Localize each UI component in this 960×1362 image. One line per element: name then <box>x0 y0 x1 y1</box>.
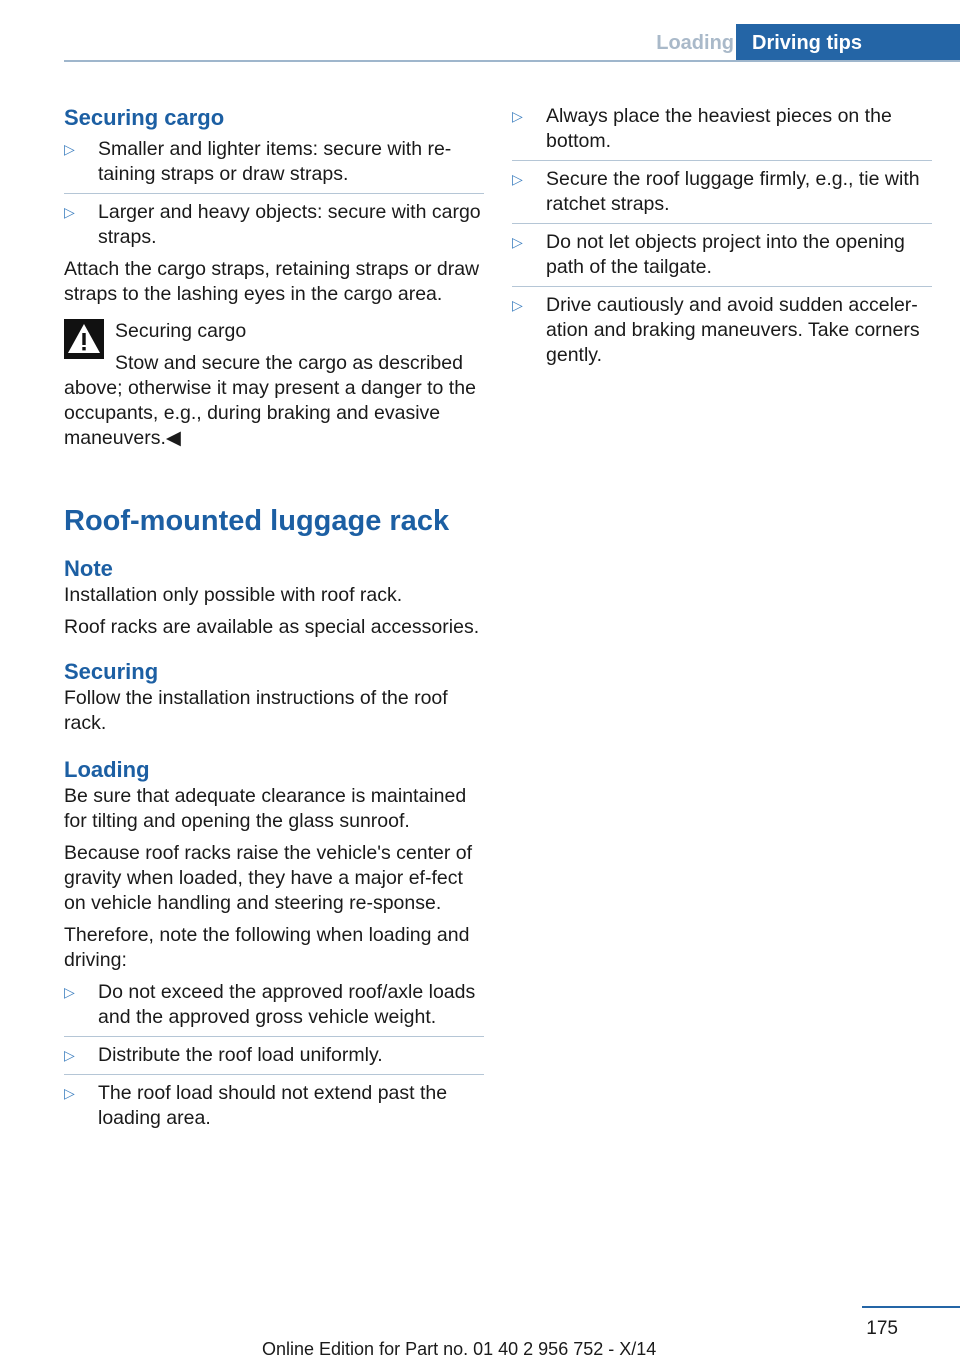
bullet-triangle-icon: ▷ <box>512 108 523 124</box>
warning-block <box>64 319 484 451</box>
note-paragraph-2: Roof racks are available as special accessories. <box>64 616 480 638</box>
loading-heading: Loading <box>64 757 150 782</box>
right-column <box>512 104 932 368</box>
list-item <box>64 200 484 250</box>
list-item-text: Do not exceed the approved roof/axle loads and the approved gross vehicle weight. <box>98 981 476 1028</box>
list-item <box>64 1043 484 1068</box>
list-item <box>64 980 484 1030</box>
loading-paragraph-3: Therefore, note the following when loading and driving: <box>64 924 470 971</box>
list-divider <box>64 193 484 194</box>
header-divider <box>64 60 960 62</box>
header-tab-loading: Loading <box>656 32 734 54</box>
list-item <box>512 167 932 217</box>
list-item <box>64 1081 484 1131</box>
list-item-text: Secure the roof luggage firmly, e.g., tie with ratchet straps. <box>546 168 920 215</box>
list-item <box>64 137 484 187</box>
list-item <box>512 230 932 280</box>
edition-text: Online Edition for Part no. 01 40 2 956 752 - X/14 <box>262 1339 657 1359</box>
list-item-text: Larger and heavy objects: secure with cargo straps. <box>98 201 481 248</box>
list-item-text: Drive cautiously and avoid sudden acceler‐ation and braking maneuvers. Take corners gently. <box>546 294 920 366</box>
bullet-triangle-icon: ▷ <box>512 171 523 187</box>
page-number: 175 <box>866 1318 898 1339</box>
attach-paragraph: Attach the cargo straps, retaining straps or draw straps to the lashing eyes in the cargo area. <box>64 258 480 305</box>
list-item <box>512 293 932 368</box>
bullet-triangle-icon: ▷ <box>512 234 523 250</box>
list-item-text: Always place the heaviest pieces on the bottom. <box>546 105 892 152</box>
roof-rack-heading: Roof-mounted luggage rack <box>64 505 450 537</box>
bullet-triangle-icon: ▷ <box>64 204 75 220</box>
securing-heading: Securing <box>64 659 159 684</box>
list-item-text: Do not let objects project into the opening path of the tailgate. <box>546 231 905 278</box>
securing-paragraph: Follow the installation instructions of the roof rack. <box>64 687 448 734</box>
bullet-triangle-icon: ▷ <box>64 141 75 157</box>
loading-paragraph-1: Be sure that adequate clearance is maintained for tilting and opening the glass sunroof. <box>64 785 467 832</box>
warning-text: Stow and secure the cargo as described above; otherwise it may present a danger to the occupants, e.g., during braking and evasive maneuvers.◀ <box>64 352 476 449</box>
list-divider <box>512 160 932 161</box>
warning-triangle-icon <box>64 319 104 359</box>
left-column <box>64 104 484 1131</box>
bullet-triangle-icon: ▷ <box>64 1047 75 1063</box>
list-divider <box>64 1036 484 1037</box>
footer-divider <box>862 1306 960 1308</box>
list-item-text: The roof load should not extend past the loading area. <box>98 1082 448 1129</box>
list-item <box>512 104 932 154</box>
list-divider <box>512 286 932 287</box>
list-divider <box>512 223 932 224</box>
bullet-triangle-icon: ▷ <box>512 297 523 313</box>
list-item-text: Distribute the roof load uniformly. <box>98 1044 383 1066</box>
list-divider <box>64 1074 484 1075</box>
header-tab-driving-tips: Driving tips <box>736 24 960 62</box>
note-paragraph-1: Installation only possible with roof rack. <box>64 584 403 606</box>
bullet-triangle-icon: ▷ <box>64 1085 75 1101</box>
securing-cargo-heading: Securing cargo <box>64 105 225 130</box>
note-heading: Note <box>64 556 113 581</box>
bullet-triangle-icon: ▷ <box>64 984 75 1000</box>
loading-paragraph-2: Because roof racks raise the vehicle's center of gravity when loaded, they have a major ef‐fect on vehicle handling and steering re‐sponse. <box>64 842 473 914</box>
warning-title: Securing cargo <box>115 320 247 342</box>
list-item-text: Smaller and lighter items: secure with re‐taining straps or draw straps. <box>98 138 452 185</box>
